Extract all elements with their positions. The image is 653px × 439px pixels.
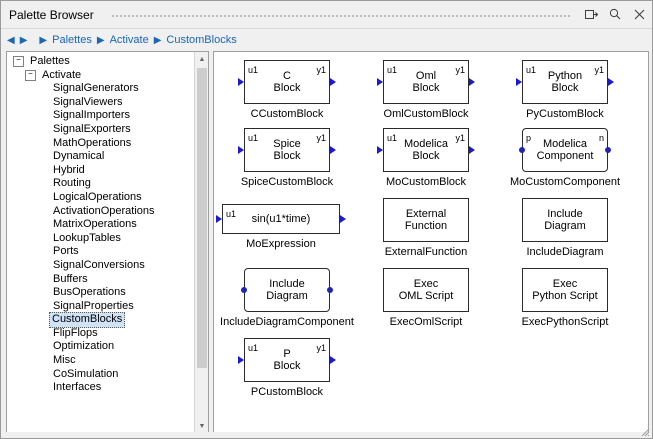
tree-expander-icon[interactable]: − (25, 70, 36, 81)
tree-item-label: Ports (53, 245, 79, 258)
block-output-port-label: y1 (316, 343, 326, 353)
block-text: External Function (404, 208, 448, 232)
block-text: Modelica Component (536, 138, 594, 162)
block-input-port-label: u1 (387, 133, 398, 143)
tree-item-cosimulation[interactable] (11, 368, 195, 382)
tree-item-signalgenerators[interactable] (11, 82, 195, 96)
tree-item-hybrid[interactable] (11, 164, 195, 178)
output-port-arrow-icon (330, 78, 336, 86)
tree-item-label: Palettes (30, 55, 70, 67)
block-shape[interactable] (383, 268, 469, 312)
scroll-up-icon[interactable]: ▲ (195, 52, 209, 66)
tree-expander-icon[interactable]: − (13, 56, 24, 67)
tree-item-misc[interactable] (11, 354, 195, 368)
status-bar (1, 432, 652, 438)
breadcrumb-item-palettes[interactable]: Palettes (52, 34, 92, 46)
tree-item-palettes[interactable] (11, 55, 195, 69)
block-caption: ExecPythonScript (521, 316, 609, 328)
palette-block-mocustomblock[interactable] (359, 128, 493, 188)
block-input-port-label: u1 (526, 65, 537, 75)
block-caption: IncludeDiagram (526, 246, 604, 258)
block-caption: MoCustomComponent (509, 176, 621, 188)
block-shape[interactable] (383, 60, 469, 104)
input-port-dot-icon (519, 147, 525, 153)
tree-scrollbar-thumb[interactable] (197, 68, 207, 368)
block-text: Exec Python Script (532, 278, 598, 302)
tree-item-label: SignalViewers (53, 95, 123, 108)
block-input-port-label: u1 (387, 65, 398, 75)
tree-item-label: SignalExporters (53, 122, 131, 135)
block-input-port-label: u1 (248, 343, 259, 353)
palette-tree-pane (6, 51, 209, 434)
title-drag-handle[interactable] (111, 14, 572, 17)
input-port-arrow-icon (516, 78, 522, 86)
tree-item-label: LookupTables (53, 231, 121, 244)
block-output-port-label: y1 (594, 65, 604, 75)
tree-item-label: ActivationOperations (53, 204, 155, 217)
tree-item-buffers[interactable] (11, 273, 195, 287)
output-port-dot-icon (327, 287, 333, 293)
tree-item-optimization[interactable] (11, 340, 195, 354)
block-shape[interactable] (522, 60, 608, 104)
palette-block-pcustomblock[interactable] (220, 338, 354, 398)
tree-item-signalimporters[interactable] (11, 109, 195, 123)
tree-item-label: SignalGenerators (53, 82, 139, 95)
palette-block-moexpression[interactable] (214, 204, 348, 250)
tree-item-label: Dynamical (53, 150, 105, 163)
tree-item-label: CoSimulation (53, 367, 119, 380)
window-controls (584, 7, 646, 21)
output-port-arrow-icon (469, 78, 475, 86)
palette-block-omlcustomblock[interactable] (359, 60, 493, 120)
block-text: Python Block (547, 70, 583, 94)
block-text: C Block (273, 70, 301, 94)
block-caption: CCustomBlock (250, 108, 324, 120)
block-caption: MoExpression (246, 238, 316, 250)
block-text: P Block (273, 348, 301, 372)
tree-item-signalconversions[interactable] (11, 259, 195, 273)
tree-item-label: LogicalOperations (53, 190, 142, 203)
block-output-port-label: y1 (316, 133, 326, 143)
tree-item-label: SignalProperties (53, 299, 134, 312)
block-text: Spice Block (273, 138, 301, 162)
block-caption: SpiceCustomBlock (240, 176, 334, 188)
tree-item-routing[interactable] (11, 177, 195, 191)
tree-item-label: MatrixOperations (53, 218, 137, 231)
tree-item-signalviewers[interactable] (11, 96, 195, 110)
dock-icon[interactable] (584, 7, 598, 21)
window-title: Palette Browser (9, 8, 94, 22)
input-port-arrow-icon (238, 78, 244, 86)
tree-item-signalproperties[interactable] (11, 300, 195, 314)
title-bar (1, 1, 652, 29)
output-port-dot-icon (605, 147, 611, 153)
tree-item-label: Routing (53, 177, 91, 190)
tree-item-logicaloperations[interactable] (11, 191, 195, 205)
tree-item-matrixoperations[interactable] (11, 218, 195, 232)
dock-icon-glyph (585, 9, 598, 20)
block-text: sin(u1*time) (251, 213, 311, 225)
tree-item-interfaces[interactable] (11, 381, 195, 395)
tree-item-label: MathOperations (53, 136, 132, 149)
palette-block-execomlscript[interactable] (359, 268, 493, 328)
input-port-arrow-icon (377, 146, 383, 154)
block-caption: IncludeDiagramComponent (220, 316, 354, 328)
output-port-arrow-icon (330, 356, 336, 364)
tree-item-label: Buffers (53, 272, 88, 285)
tree-item-label: Activate (42, 68, 82, 81)
palette-block-ccustomblock[interactable] (220, 60, 354, 120)
palette-block-includediagram[interactable] (498, 198, 632, 258)
palette-block-includediagramcomponent[interactable] (220, 268, 354, 328)
resize-grip-icon[interactable] (638, 425, 650, 437)
block-shape[interactable] (522, 268, 608, 312)
block-text: Exec OML Script (398, 278, 454, 302)
input-port-arrow-icon (216, 215, 222, 223)
palette-block-externalfunction[interactable] (359, 198, 493, 258)
block-shape[interactable] (244, 268, 330, 312)
forward-arrow-icon[interactable]: ▶ (19, 34, 28, 46)
block-caption: MoCustomBlock (385, 176, 467, 188)
breadcrumb (1, 29, 652, 51)
tree-scrollbar[interactable] (194, 52, 208, 433)
block-caption: PCustomBlock (250, 386, 324, 398)
tree-item-signalexporters[interactable] (11, 123, 195, 137)
block-output-port-label: n (598, 133, 604, 143)
search-icon-glyph (609, 8, 621, 20)
breadcrumb-chevron-icon-0: ▶ (39, 34, 48, 46)
search-icon[interactable] (608, 7, 622, 21)
block-input-port-label: u1 (248, 133, 259, 143)
palette-block-mocustomcomponent[interactable] (498, 128, 632, 188)
output-port-arrow-icon (469, 146, 475, 154)
block-caption: ExecOmlScript (389, 316, 463, 328)
block-text: Include Diagram (544, 208, 586, 232)
palette-block-execpythonscript[interactable] (498, 268, 632, 328)
tree-item-label: SignalConversions (53, 258, 145, 271)
block-output-port-label: y1 (455, 133, 465, 143)
block-shape[interactable] (244, 128, 330, 172)
block-shape[interactable] (244, 60, 330, 104)
tree-item-label: Interfaces (53, 381, 102, 394)
input-port-arrow-icon (377, 78, 383, 86)
navigation-arrows (7, 35, 27, 46)
output-port-arrow-icon (330, 146, 336, 154)
block-text: Modelica Block (403, 138, 449, 162)
breadcrumb-chevron-icon-1: ▶ (96, 34, 105, 46)
scroll-down-icon[interactable]: ▼ (195, 419, 209, 433)
block-grid (214, 52, 648, 433)
input-port-arrow-icon (238, 356, 244, 364)
block-shape[interactable] (522, 128, 608, 172)
palette-block-pycustomblock[interactable] (498, 60, 632, 120)
palette-tree (7, 52, 195, 433)
tree-item-ports[interactable] (11, 245, 195, 259)
block-shape[interactable] (222, 204, 340, 234)
tree-item-activationoperations[interactable] (11, 205, 195, 219)
tree-item-dynamical[interactable] (11, 150, 195, 164)
block-caption: PyCustomBlock (526, 108, 604, 120)
tree-item-flipflops[interactable] (11, 327, 195, 341)
tree-item-busoperations[interactable] (11, 286, 195, 300)
tree-item-label: CustomBlocks (49, 312, 125, 328)
block-text: Oml Block (412, 70, 440, 94)
breadcrumb-chevron-icon-2: ▶ (153, 34, 162, 46)
tree-item-customblocks[interactable] (11, 313, 195, 327)
close-icon[interactable] (632, 7, 646, 21)
block-text: Include Diagram (266, 278, 308, 302)
close-icon-glyph (634, 9, 645, 20)
palette-canvas (213, 51, 649, 434)
block-input-port-label: u1 (226, 209, 237, 219)
breadcrumb-item-activate[interactable]: Activate (109, 34, 149, 46)
tree-item-label: Misc (53, 354, 76, 367)
input-port-arrow-icon (238, 146, 244, 154)
block-shape[interactable] (244, 338, 330, 382)
block-caption: ExternalFunction (384, 246, 468, 258)
output-port-arrow-icon (340, 215, 346, 223)
tree-item-lookuptables[interactable] (11, 232, 195, 246)
tree-item-label: FlipFlops (53, 326, 98, 339)
output-port-arrow-icon (608, 78, 614, 86)
block-shape[interactable] (522, 198, 608, 242)
block-shape[interactable] (383, 198, 469, 242)
tree-item-label: Optimization (53, 340, 115, 353)
tree-item-label: Hybrid (53, 163, 85, 176)
block-output-port-label: y1 (455, 65, 465, 75)
breadcrumb-item-customblocks[interactable]: CustomBlocks (166, 34, 237, 46)
tree-item-activate[interactable] (11, 69, 195, 83)
back-arrow-icon[interactable]: ◀ (7, 34, 15, 46)
tree-item-mathoperations[interactable] (11, 137, 195, 151)
block-caption: OmlCustomBlock (383, 108, 469, 120)
block-input-port-label: u1 (248, 65, 259, 75)
input-port-dot-icon (241, 287, 247, 293)
block-input-port-label: p (526, 133, 532, 143)
block-output-port-label: y1 (316, 65, 326, 75)
palette-block-spicecustomblock[interactable] (220, 128, 354, 188)
main-content (6, 51, 649, 434)
block-shape[interactable] (383, 128, 469, 172)
tree-item-label: BusOperations (53, 286, 126, 299)
tree-item-label: SignalImporters (53, 109, 131, 122)
